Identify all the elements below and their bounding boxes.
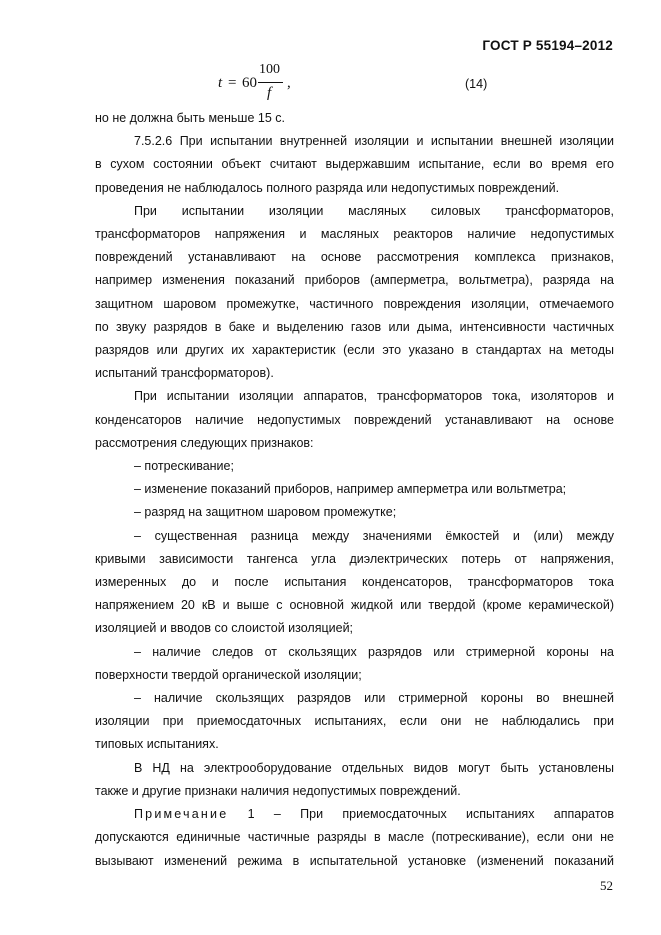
text-line: вызывают изменений режима в испытательной установке (изменений показаний xyxy=(95,853,614,868)
list-item: – наличие скользящих разрядов или стримерной короны во внешней xyxy=(134,691,614,706)
formula-equals-sign: = xyxy=(228,75,237,91)
text-line: например изменения показаний приборов (амперметра, вольтметра), разряда на xyxy=(95,273,614,288)
document-code-header: ГОСТ Р 55194–2012 xyxy=(482,38,613,53)
text-line: напряжением 20 кВ и выше с основной жидкой или твердой (кроме керамической) xyxy=(95,598,614,613)
formula-coefficient: 60 xyxy=(242,75,257,91)
document-body xyxy=(95,107,614,873)
note-line xyxy=(95,803,614,826)
text-line: испытаний трансформаторов). xyxy=(95,366,274,381)
text-line: 7.5.2.6 При испытании внутренней изоляции и испытании внешней изоляции xyxy=(134,134,614,149)
text-line: проведения не наблюдалось полного разряда или недопустимых повреждений. xyxy=(95,180,560,195)
page-number: 52 xyxy=(600,878,613,893)
text-line: повреждений устанавливают на основе рассмотрения комплекса признаков, xyxy=(95,250,614,265)
text-line: разрядов или других их характеристик (если это указано в стандартах на методы xyxy=(95,343,614,358)
text-line: защитном шаровом промежутке, частичного повреждения изоляции, отмечаемого xyxy=(95,296,614,311)
formula-variable-t: t xyxy=(218,75,223,91)
list-item: – изменение показаний приборов, например амперметра или вольтметра; xyxy=(134,482,567,497)
text-line: типовых испытаниях. xyxy=(95,737,219,752)
formula-numerator: 100 xyxy=(259,62,280,77)
formula-number: (14) xyxy=(465,77,488,91)
formula-14 xyxy=(218,62,318,106)
list-item: – разряд на защитном шаровом промежутке; xyxy=(134,505,397,520)
text-line: При испытании изоляции аппаратов, трансформаторов тока, изоляторов и xyxy=(134,389,614,404)
text-line: но не должна быть меньше 15 с. xyxy=(95,111,285,125)
text-line: в сухом состоянии объект считают выдержавшим испытание, если во время его xyxy=(95,157,614,172)
list-item: – наличие следов от скользящих разрядов или стримерной короны на xyxy=(134,644,614,659)
note-label: Примечание xyxy=(134,807,229,822)
text-line: изоляцией и вводов со слоистой изоляцией; xyxy=(95,621,354,636)
text-line: также и другие признаки наличия недопустимых повреждений. xyxy=(95,783,461,798)
list-item: – существенная разница между значениями ёмкостей и (или) между xyxy=(134,528,614,543)
formula-fraction-bar xyxy=(258,82,283,83)
list-item: – потрескивание; xyxy=(134,459,234,474)
text-line: При испытании изоляции масляных силовых трансформаторов, xyxy=(134,203,614,218)
text-line: кривыми зависимости тангенса угла диэлектрических потерь от напряжения, xyxy=(95,551,614,566)
text-line: измеренных до и после испытания конденсаторов, трансформаторов тока xyxy=(95,575,614,590)
text-line: рассмотрения следующих признаков: xyxy=(95,435,314,450)
text-line: поверхности твердой органической изоляции; xyxy=(95,667,362,682)
text-line: конденсаторов наличие недопустимых повреждений устанавливают на основе xyxy=(95,412,614,427)
text-line: по звуку разрядов в баке и выделению газов или дыма, интенсивности частичных xyxy=(95,319,614,334)
note-text: 1 – При приемосдаточных испытаниях аппаратов xyxy=(247,807,614,822)
formula-denominator: f xyxy=(267,85,272,101)
formula-comma: , xyxy=(287,75,291,91)
text-line: трансформаторов напряжения и масляных реакторов наличие недопустимых xyxy=(95,227,614,242)
text-line: В НД на электрооборудование отдельных видов могут быть установлены xyxy=(134,760,614,775)
text-line: изоляции при приемосдаточных испытаниях, если они не наблюдались при xyxy=(95,714,614,729)
text-line: допускаются единичные частичные разряды в масле (потрескивание), если они не xyxy=(95,830,614,845)
